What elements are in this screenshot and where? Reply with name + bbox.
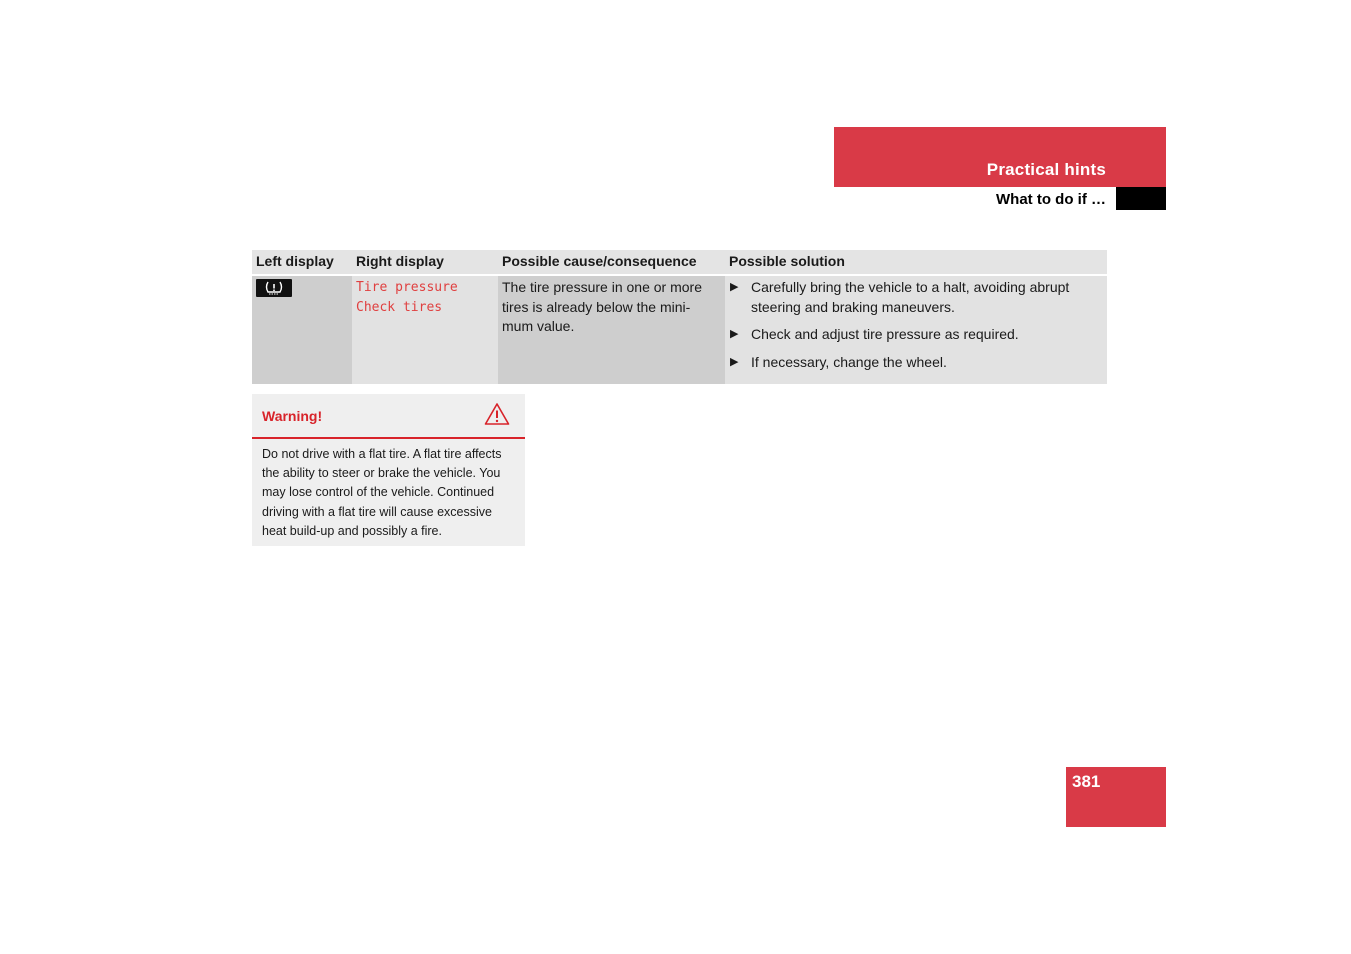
header-band [834, 127, 1166, 187]
solution-step-2: Check and adjust tire pressure as required. [751, 326, 1019, 342]
bullet-arrow-icon: ▶ [730, 281, 739, 293]
subsection-title: What to do if … [996, 191, 1106, 208]
page-number: 381 [1072, 772, 1101, 791]
cause-cell [498, 275, 725, 384]
column-header-solution: Possible solution [725, 250, 1107, 275]
subsection-bar [834, 187, 1166, 210]
cause-text: The tire pressure in one or more tires is already below the mini-mum value. [502, 279, 702, 334]
display-line-1: Tire pressure [356, 280, 458, 295]
list-item [729, 353, 1103, 373]
list-item [729, 325, 1103, 345]
solution-step-3: If necessary, change the wheel. [751, 353, 947, 370]
solution-list [729, 278, 1103, 372]
bullet-arrow-icon: ▶ [730, 355, 739, 368]
display-message-table [252, 250, 1107, 384]
warning-title: Warning! [262, 408, 323, 424]
warning-text: Do not drive with a flat tire. A flat tire affects the ability to steer or brake the vehicle. You may lose control of the vehicle. Continued driving with a flat tire will cause excessive heat build-up and possibly a fire. [262, 447, 502, 538]
warning-triangle-icon [484, 402, 510, 431]
solution-cell [725, 275, 1107, 384]
table-row [252, 275, 1107, 384]
thumb-tab [1116, 187, 1166, 210]
column-header-cause: Possible cause/consequence [498, 250, 725, 275]
warning-header [252, 394, 525, 439]
warning-box [252, 394, 525, 546]
bullet-arrow-icon: ▶ [730, 328, 739, 340]
page-number-tab [1066, 767, 1166, 827]
tire-pressure-warning-icon [256, 279, 292, 297]
solution-step-1: Carefully bring the vehicle to a halt, avoiding abrupt steering and braking maneuvers. [751, 279, 1070, 315]
list-item [729, 278, 1103, 317]
display-line-2: Check tires [356, 299, 443, 315]
column-header-right-display: Right display [352, 250, 498, 275]
left-display-cell [252, 275, 352, 384]
column-header-left-display: Left display [252, 250, 352, 275]
section-title: Practical hints [986, 160, 1106, 179]
table-header-row [252, 250, 1107, 275]
right-display-cell [352, 275, 498, 384]
